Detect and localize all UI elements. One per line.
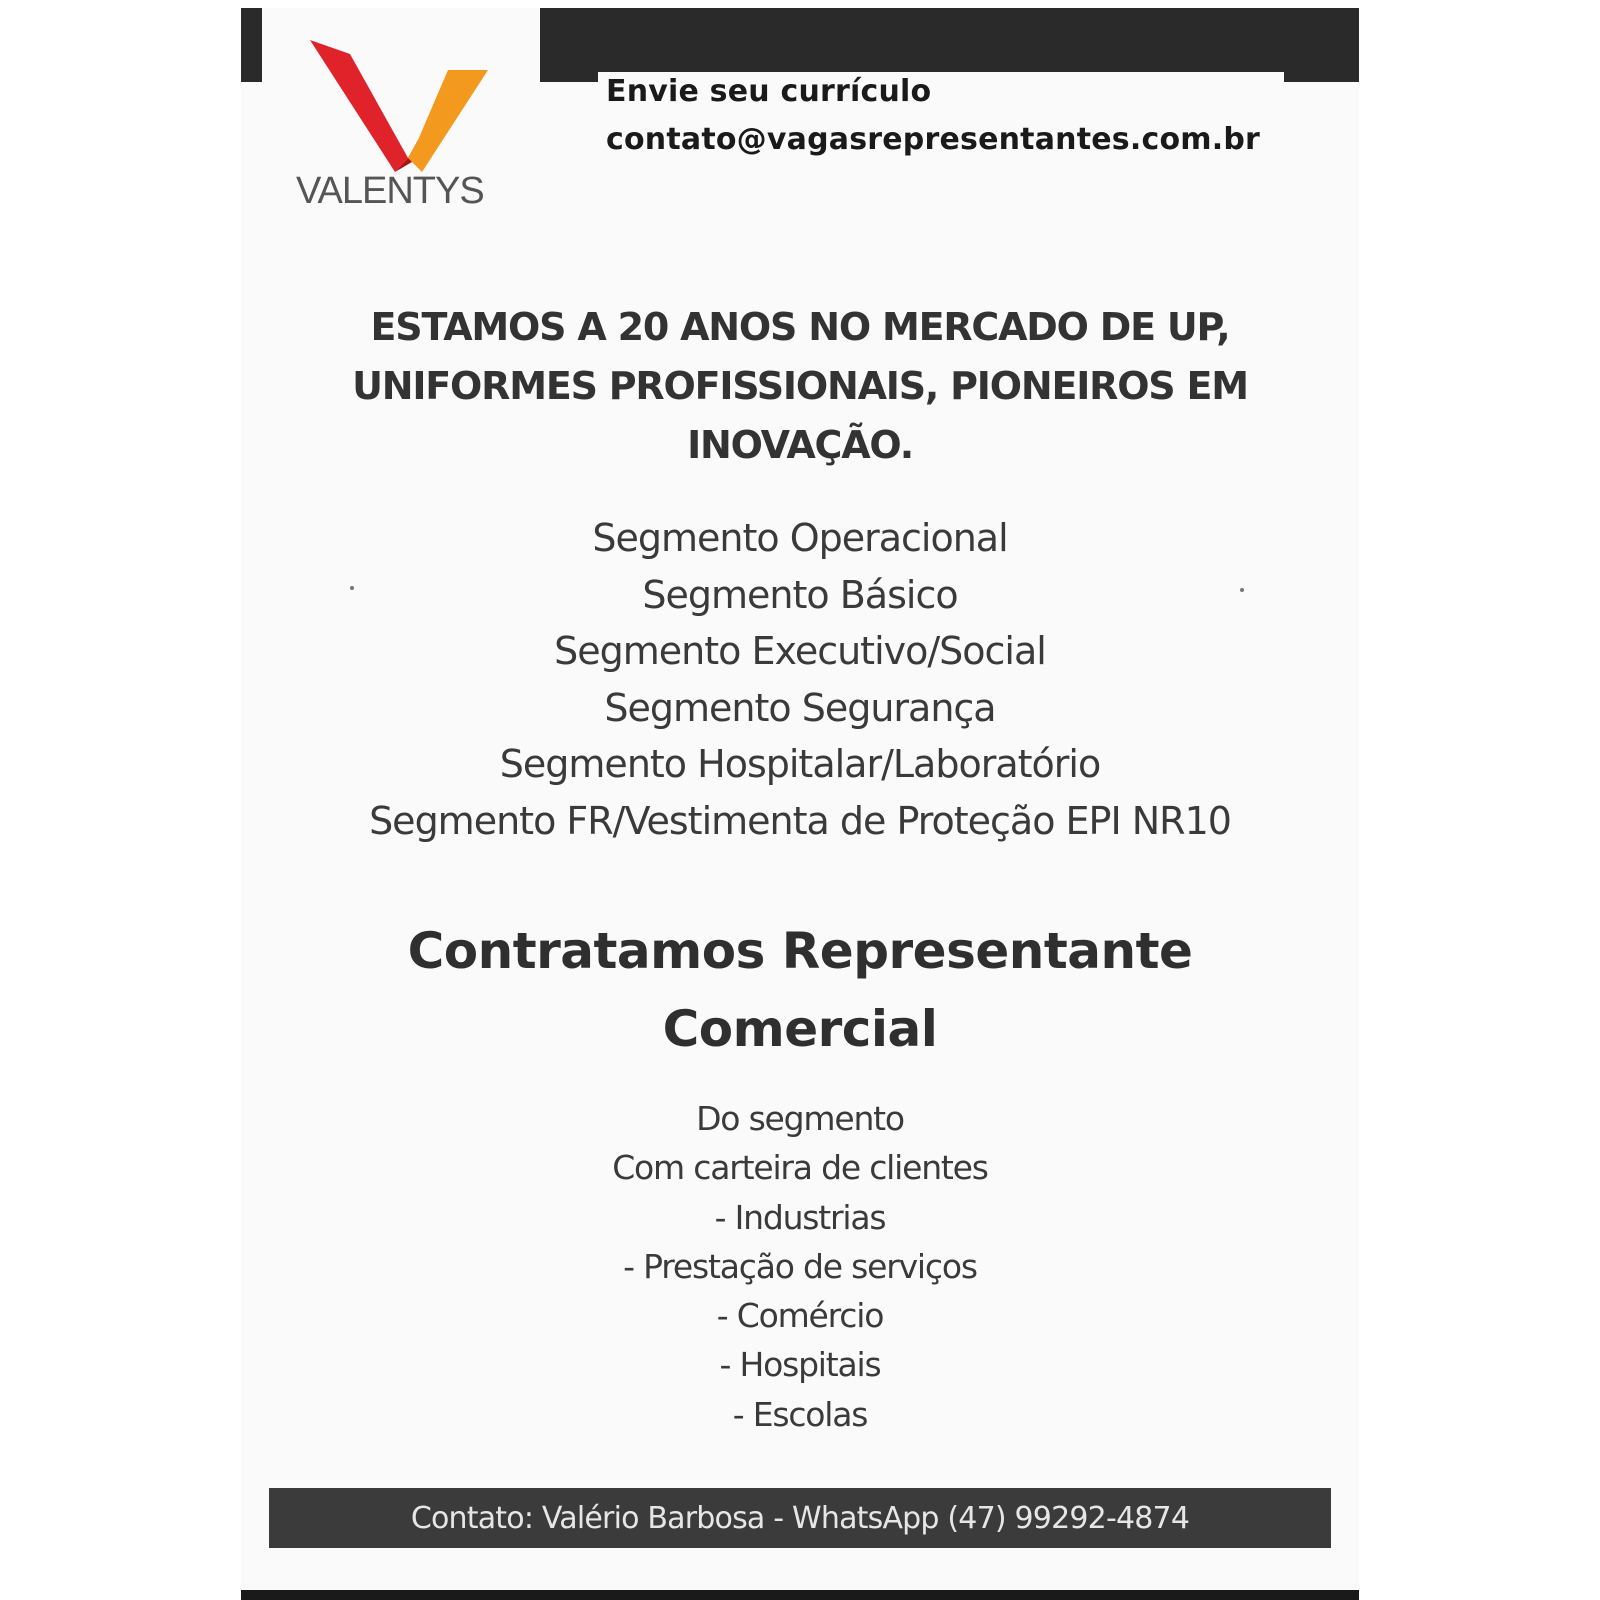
requirement-item: - Hospitais: [719, 1345, 881, 1385]
requirement-item: - Escolas: [732, 1394, 868, 1434]
hiring-line: Contratamos Representante: [407, 922, 1193, 980]
hiring-title: [260, 912, 1340, 1068]
email-prompt: Envie seu currículo: [606, 74, 932, 109]
headline-line: ESTAMOS A 20 ANOS NO MERCADO DE UP,: [370, 305, 1230, 349]
contact-text: Contato: Valério Barbosa - WhatsApp (47) 99292-4874: [410, 1500, 1190, 1536]
valentys-logo-icon: [300, 36, 500, 176]
logo-wordmark: VALENTYS: [296, 170, 484, 212]
contact-bar: [269, 1488, 1331, 1548]
requirement-item: - Comércio: [716, 1296, 884, 1336]
logo-orange-stroke: [408, 70, 488, 172]
segment-item: Segmento Operacional: [592, 516, 1008, 560]
segment-item: Segmento FR/Vestimenta de Proteção EPI NR10: [369, 798, 1231, 843]
headline-line: UNIFORMES PROFISSIONAIS, PIONEIROS EM: [352, 364, 1248, 408]
headline: [260, 298, 1340, 475]
segment-item: Segmento Executivo/Social: [554, 629, 1046, 673]
requirement-item: Do segmento: [696, 1099, 904, 1138]
hiring-line: Comercial: [662, 1000, 938, 1058]
segment-item: Segmento Segurança: [604, 685, 996, 730]
email-address[interactable]: contato@vagasrepresentantes.com.br: [606, 122, 1260, 157]
requirement-item: Com carteira de clientes: [612, 1148, 988, 1188]
logo-red-stroke: [310, 40, 408, 172]
requirement-item: - Prestação de serviços: [623, 1246, 977, 1286]
segment-item: Segmento Hospitalar/Laboratório: [499, 742, 1101, 786]
headline-line: INOVAÇÃO.: [687, 423, 913, 467]
requirements-list: [260, 1094, 1340, 1439]
segment-list: [260, 510, 1340, 849]
bottom-dark-band: [241, 1590, 1359, 1600]
requirement-item: - Industrias: [714, 1197, 886, 1237]
segment-item: Segmento Básico: [642, 572, 958, 617]
